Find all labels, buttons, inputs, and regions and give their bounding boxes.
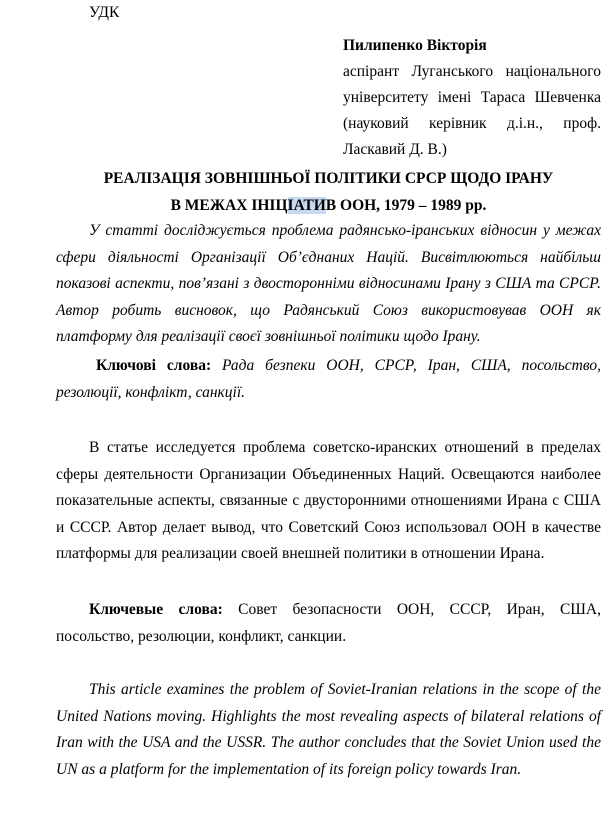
author-name: Пилипенко Вікторія xyxy=(343,37,487,54)
keywords-label-ukrainian: Ключові слова: xyxy=(96,357,212,374)
title-line-1: РЕАЛІЗАЦІЯ ЗОВНІШНЬОЇ ПОЛІТИКИ СРСР ЩОДО ІРАНУ xyxy=(103,170,554,187)
title-line-2-start: В МЕЖАХ ІНІЦ xyxy=(170,197,288,214)
keywords-list-ukrainian: Рада безпеки ООН, СРСР, Іран, США, посольство, резолюції, конфлікт, санкції. xyxy=(56,357,601,401)
title-line-2 xyxy=(56,192,601,219)
udk-label: УДК xyxy=(89,4,120,21)
abstract-ukrainian: У статті досліджується проблема радянсько-іранських відносин у межах сфери діяльності Організації Об’єднаних Націй. Висвітлюються найбільш показові аспекти, пов’язані з двосторонніми відносинами Ірану з США та СРСР. Автор робить висновок, що Радянський Союз використовував ООН як платформу для реалізації своєї зовнішньої політики щодо Ірану. xyxy=(56,222,601,345)
author-affiliation: аспірант Луганського національного університету імені Тараса Шевченка (науковий керівник д.і.н., проф. Ласкавий Д. В.) xyxy=(343,63,601,158)
abstract-english: This article examines the problem of Soviet-Iranian relations in the scope of the United Nations moving. Highlights the most revealing aspects of bilateral relations of Iran with the USA and the USSR. The author concludes that the Soviet Union used the UN as a platform for the implementation of its foreign policy towards Iran. xyxy=(56,681,601,778)
title-highlighted-text[interactable]: ІАТИ xyxy=(287,197,326,214)
author-block xyxy=(343,33,601,163)
title-line-2-end: В ООН, 1979 – 1989 рр. xyxy=(325,197,487,214)
keywords-ukrainian xyxy=(56,353,601,406)
keywords-list-russian: Совет безопасности ООН, СССР, Иран, США, посольство, резолюции, конфликт, санкции. xyxy=(56,601,601,645)
keywords-label-russian: Ключевые слова: xyxy=(89,601,223,618)
abstract-russian: В статье исследуется проблема советско-иранских отношений в пределах сферы деятельности Организации Объединенных Наций. Освещаются наиболее показательные аспекты, связанные с двусторонними отношениями Ирана с США и СССР. Автор делает вывод, что Советский Союз использовал ООН в качестве платформы для реализации своей внешней политики в отношении Ирана. xyxy=(56,439,601,562)
keywords-russian xyxy=(56,597,601,650)
article-title xyxy=(56,165,601,219)
